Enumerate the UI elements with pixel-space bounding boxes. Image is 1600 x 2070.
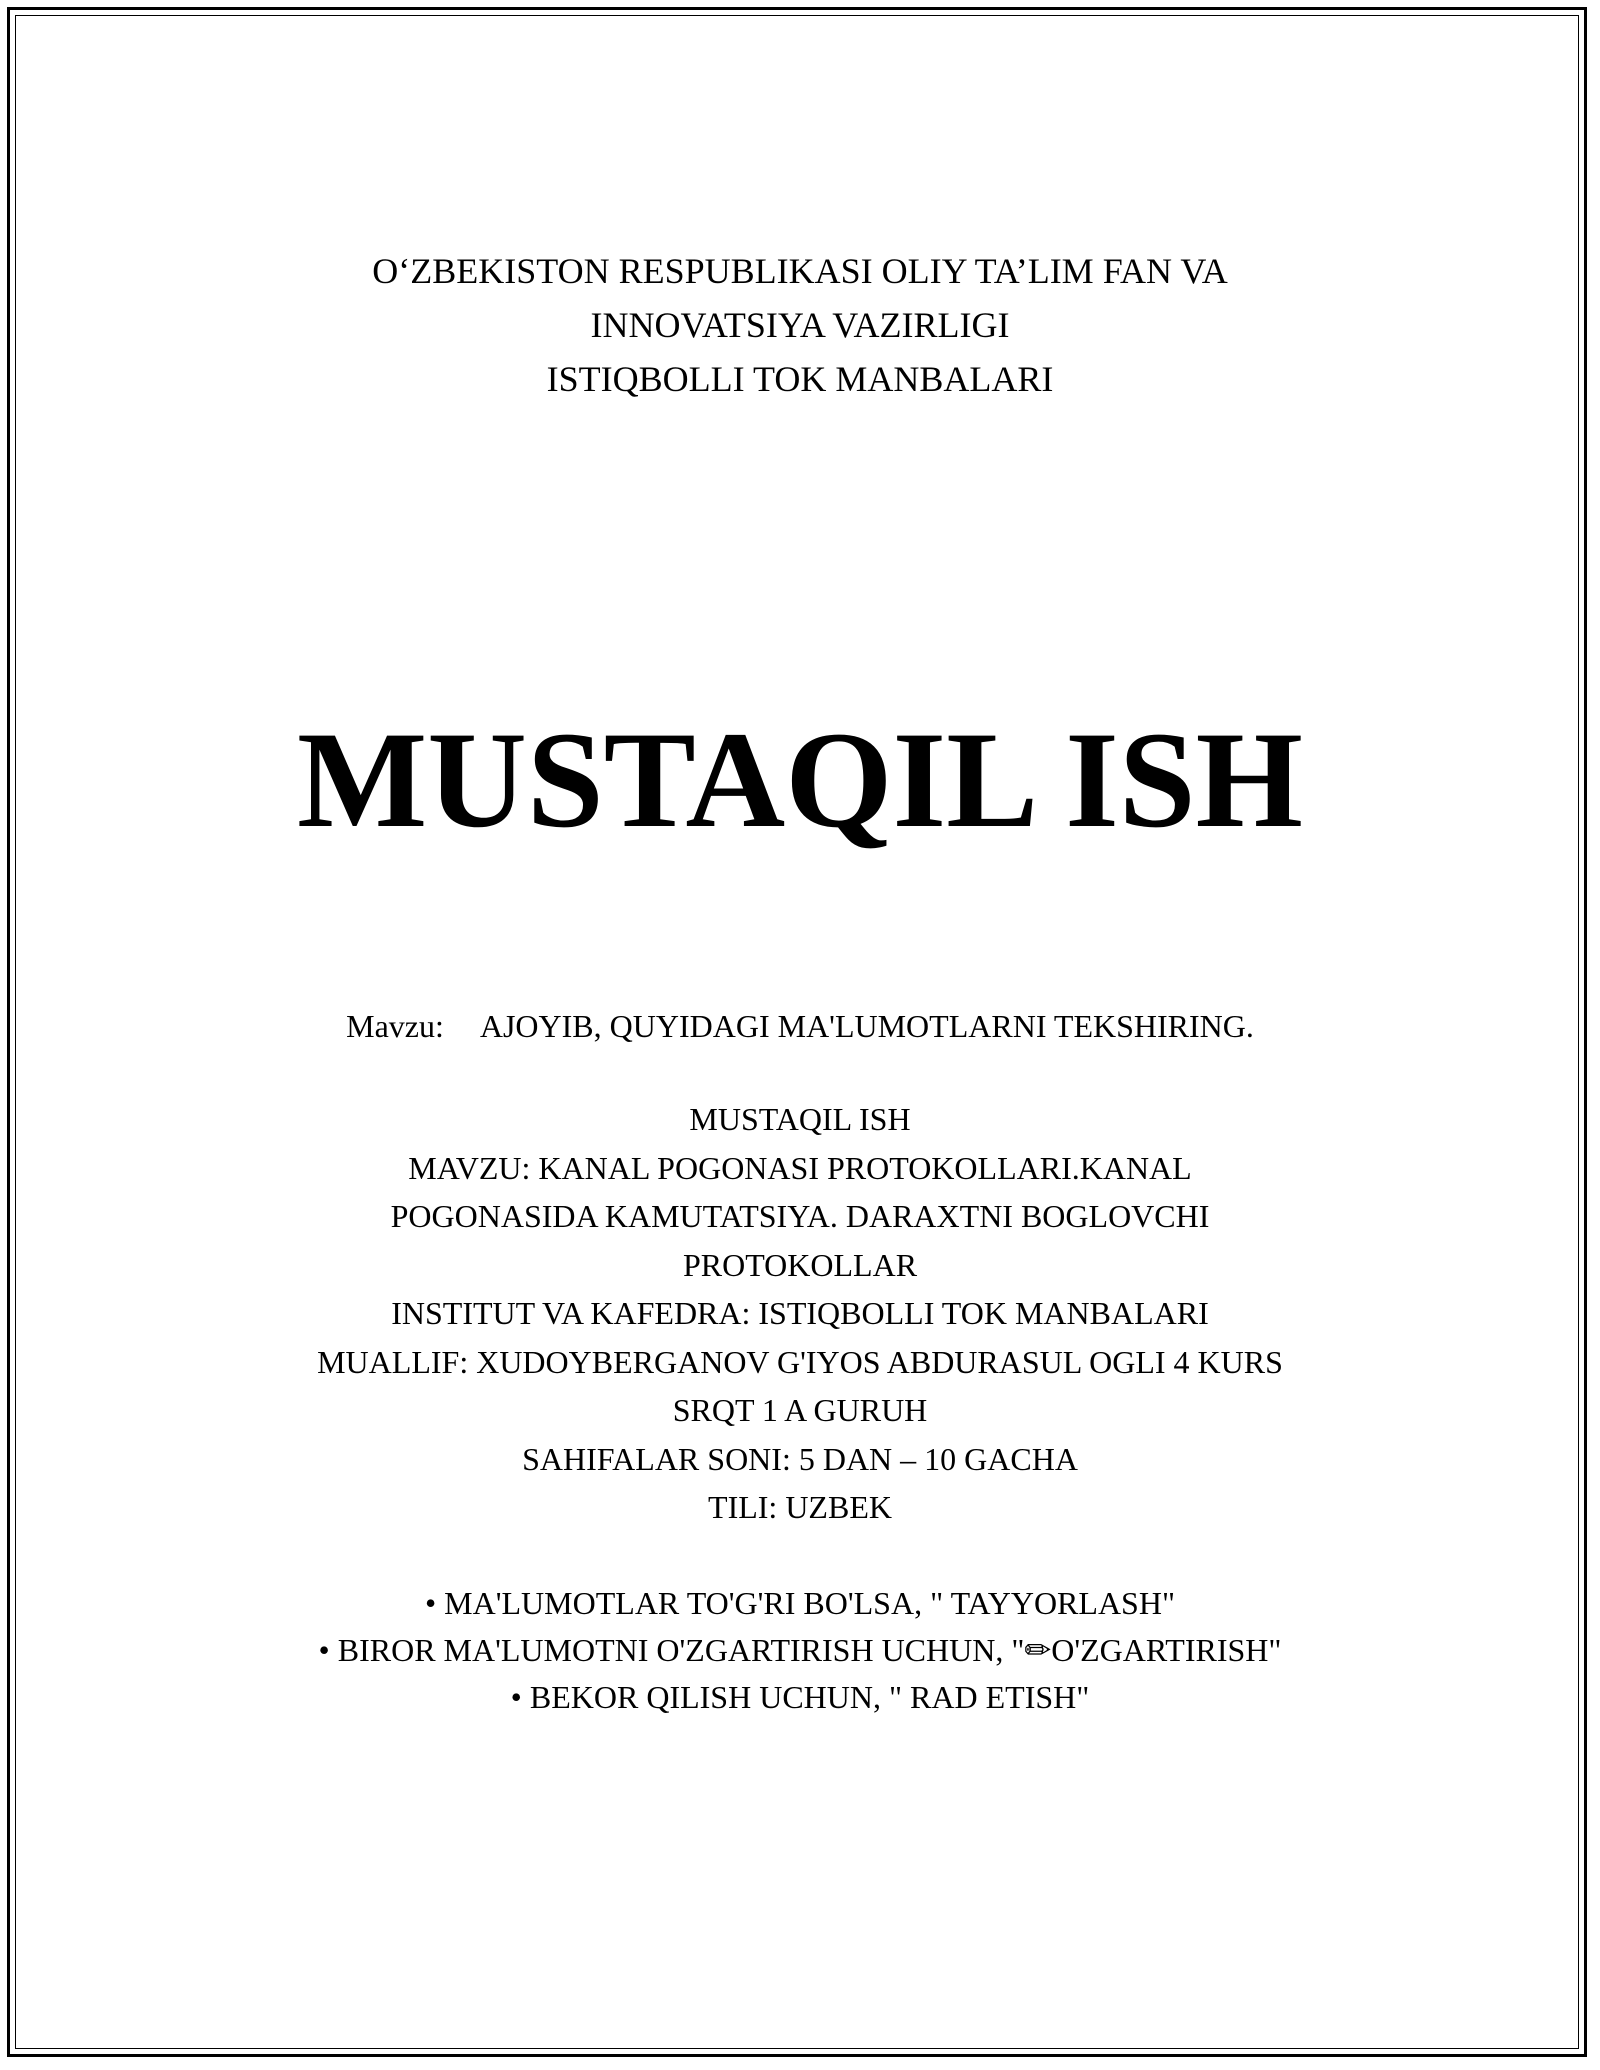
details-line: INSTITUT VA KAFEDRA: ISTIQBOLLI TOK MANBALARI (391, 1295, 1209, 1331)
instructions-list (150, 1580, 1450, 1721)
details-line: SAHIFALAR SONI: 5 DAN – 10 GACHA (522, 1440, 1078, 1477)
topic-line (0, 1002, 1600, 1050)
instruction-item: • BEKOR QILISH UCHUN, " RAD ETISH" (510, 1679, 1090, 1715)
details-line: MUALLIF: XUDOYBERGANOV G'IYOS ABDURASUL OGLI 4 KURS (317, 1343, 1283, 1380)
document-title: MUSTAQIL ISH (297, 703, 1303, 856)
details-block (200, 1095, 1400, 1532)
details-line: MAVZU: KANAL POGONASI PROTOKOLLARI.KANAL (408, 1149, 1192, 1186)
details-line: TILI: UZBEK (708, 1489, 892, 1525)
instruction-item: • BIROR MA'LUMOTNI O'ZGARTIRISH UCHUN, "✏O'ZGARTIRISH" (318, 1632, 1282, 1668)
header-line-1: O‘ZBEKISTON RESPUBLIKASI OLIY TA’LIM FAN VA (372, 251, 1228, 291)
details-line: MUSTAQIL ISH (689, 1101, 911, 1137)
topic-value: AJOYIB, QUYIDAGI MA'LUMOTLARNI TEKSHIRING. (479, 1008, 1254, 1044)
header-line-3: ISTIQBOLLI TOK MANBALARI (546, 359, 1054, 399)
instruction-item: • MA'LUMOTLAR TO'G'RI BO'LSA, " TAYYORLASH" (424, 1585, 1176, 1621)
topic-label: Mavzu: (346, 1008, 444, 1044)
header-line-2: INNOVATSIYA VAZIRLIGI (590, 305, 1010, 345)
details-line: POGONASIDA KAMUTATSIYA. DARAXTNI BOGLOVCHI (390, 1198, 1210, 1234)
details-line: PROTOKOLLAR (682, 1246, 918, 1283)
details-line: SRQT 1 A GURUH (672, 1392, 928, 1428)
ministry-header (0, 244, 1600, 406)
